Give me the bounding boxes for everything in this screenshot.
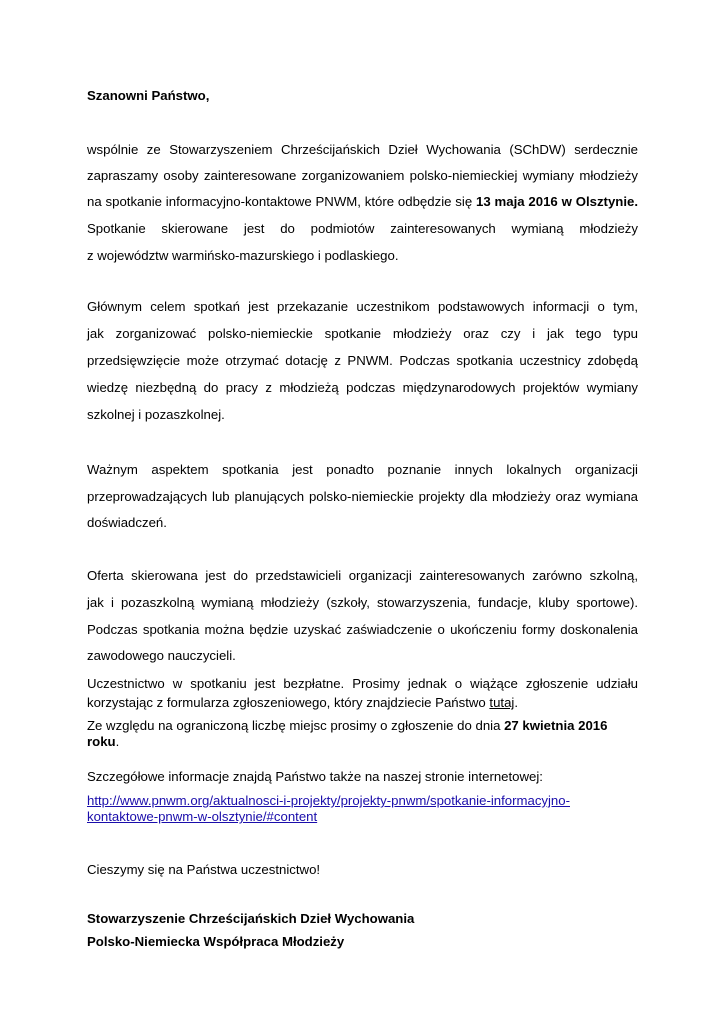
signature-line-1: Stowarzyszenie Chrześcijańskich Dzieł Wychowania xyxy=(87,911,415,926)
p5-line-3-text: Ze względu na ograniczoną liczbę miejsc prosimy o zgłoszenie do dnia xyxy=(87,718,505,733)
p5-line-2 xyxy=(87,695,638,711)
p2-line-2: jak zorganizować polsko-niemieckie spotkanie młodzieży oraz czy i jak tego typu xyxy=(87,326,638,341)
p3-line-1: Ważnym aspektem spotkania jest ponadto poznanie innych lokalnych organizacji xyxy=(87,462,638,477)
p6-line-1: Szczegółowe informacje znajdą Państwo także na naszej stronie internetowej: xyxy=(87,769,543,784)
closing-line: Cieszymy się na Państwa uczestnictwo! xyxy=(87,862,321,877)
p1-line-3 xyxy=(87,194,638,210)
p4-line-4: zawodowego nauczycieli. xyxy=(87,648,236,663)
greeting: Szanowni Państwo, xyxy=(87,88,210,103)
website-link[interactable] xyxy=(87,793,638,825)
p5-line-2-end: . xyxy=(514,695,519,710)
p1-line-5: z województw warmińsko-mazurskiego i podlaskiego. xyxy=(87,248,399,263)
p1-line-2: zapraszamy osoby zainteresowane zorganizowaniem polsko-niemieckiej wymiany młodzieży xyxy=(87,168,638,183)
website-link-line-1[interactable]: http://www.pnwm.org/aktualnosci-i-projekty/projekty-pnwm/spotkanie-informacyjno- xyxy=(87,793,570,808)
p4-line-1: Oferta skierowana jest do przedstawicieli organizacji zainteresowanych zarówno szkolną, xyxy=(87,568,638,583)
p2-line-4: wiedzę niezbędną do pracy z młodzieżą podczas międzynarodowych projektów wymiany xyxy=(87,380,638,395)
p1-line-1: wspólnie ze Stowarzyszeniem Chrześcijańskich Dzieł Wychowania (SChDW) serdecznie xyxy=(87,142,638,157)
form-link[interactable]: tutaj xyxy=(489,695,515,710)
p1-line-4: Spotkanie skierowane jest do podmiotów zainteresowanych wymianą młodzieży xyxy=(87,221,638,236)
p4-line-3: Podczas spotkania można będzie uzyskać zaświadczenie o ukończeniu formy doskonalenia xyxy=(87,622,638,637)
p3-line-3: doświadczeń. xyxy=(87,515,167,530)
p1-line-3-text: na spotkanie informacyjno-kontaktowe PNWM, które odbędzie się xyxy=(87,194,477,209)
event-date-location: 13 maja 2016 w Olsztynie. xyxy=(476,194,639,209)
p4-line-2: jak i pozaszkolną wymianą młodzieży (szkoły, stowarzyszenia, fundacje, kluby sportowe). xyxy=(87,595,638,610)
signature-line-2: Polsko-Niemiecka Współpraca Młodzieży xyxy=(87,934,345,949)
deadline-date: 27 kwietnia 2016 roku xyxy=(87,718,608,749)
p5-line-3-end: . xyxy=(115,734,120,749)
p2-line-1: Głównym celem spotkań jest przekazanie uczestnikom podstawowych informacji o tym, xyxy=(87,299,638,314)
p5-line-2-text: korzystając z formularza zgłoszeniowego, który znajdziecie Państwo xyxy=(87,695,490,710)
p3-line-2: przeprowadzających lub planujących polsko-niemieckie projekty dla młodzieży oraz wymiana xyxy=(87,489,638,504)
website-link-line-2[interactable]: kontaktowe-pnwm-w-olsztynie/#content xyxy=(87,809,318,824)
p5-line-3 xyxy=(87,718,638,750)
p2-line-5: szkolnej i pozaszkolnej. xyxy=(87,407,225,422)
p2-line-3: przedsięwzięcie może otrzymać dotację z PNWM. Podczas spotkania uczestnicy zdobędą xyxy=(87,353,638,368)
p5-line-1: Uczestnictwo w spotkaniu jest bezpłatne. Prosimy jednak o wiążące zgłoszenie udziału xyxy=(87,676,638,691)
